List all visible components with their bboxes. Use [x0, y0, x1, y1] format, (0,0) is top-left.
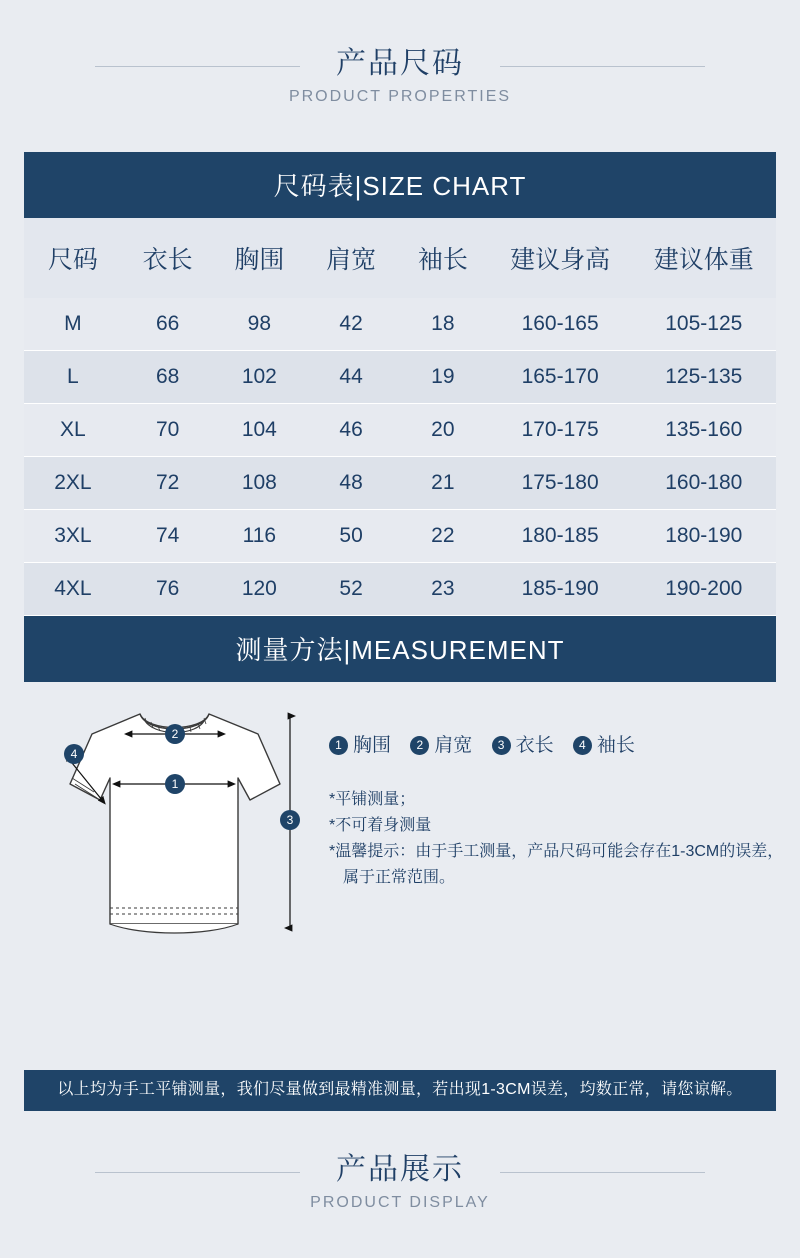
cell-length: 70 [122, 404, 214, 457]
cell-shoulder: 42 [305, 298, 397, 351]
column-header-length: 衣长 [122, 218, 214, 298]
svg-text:2: 2 [171, 727, 179, 741]
cell-weight: 180-190 [632, 510, 776, 563]
heading-rule-left [95, 66, 300, 67]
cell-length: 72 [122, 457, 214, 510]
cell-weight: 105-125 [632, 298, 776, 351]
table-row [24, 563, 776, 616]
size-chart-bar-title: 尺码表|SIZE CHART [24, 152, 776, 218]
cell-size: L [24, 351, 122, 404]
cell-sleeve: 22 [397, 510, 489, 563]
cell-length: 74 [122, 510, 214, 563]
display-title-cn: 产品展示 [336, 1153, 464, 1186]
heading-rule-right [500, 66, 705, 67]
page-title-cn: 产品尺码 [336, 47, 464, 80]
cell-shoulder: 44 [305, 351, 397, 404]
legend-label-length: 衣长 [515, 735, 554, 756]
cell-sleeve: 19 [397, 351, 489, 404]
cell-bust: 104 [213, 404, 305, 457]
svg-text:4: 4 [70, 747, 78, 761]
display-rule-left [95, 1172, 300, 1173]
cell-size: 4XL [24, 563, 122, 616]
column-header-bust: 胸围 [213, 218, 305, 298]
diagram-marker-2 [165, 724, 185, 744]
legend-badge-2: 2 [410, 736, 429, 755]
column-header-shoulder: 肩宽 [305, 218, 397, 298]
product-properties-heading [0, 44, 800, 110]
legend-badge-3: 3 [492, 736, 511, 755]
table-row [24, 298, 776, 351]
legend-item-sleeve [573, 735, 635, 756]
size-chart-section [24, 152, 776, 682]
measurement-legend [329, 732, 779, 760]
legend-item-shoulder [410, 735, 477, 756]
measurement-section [24, 682, 784, 987]
tshirt-diagram [32, 692, 322, 957]
cell-shoulder: 52 [305, 563, 397, 616]
cell-height: 175-180 [489, 457, 632, 510]
cell-bust: 120 [213, 563, 305, 616]
legend-badge-1: 1 [329, 736, 348, 755]
legend-item-length [492, 735, 559, 756]
size-chart-table [24, 218, 776, 616]
table-row [24, 510, 776, 563]
cell-shoulder: 46 [305, 404, 397, 457]
cell-size: M [24, 298, 122, 351]
cell-bust: 108 [213, 457, 305, 510]
display-rule-right [500, 1172, 705, 1173]
cell-sleeve: 18 [397, 298, 489, 351]
cell-sleeve: 20 [397, 404, 489, 457]
cell-bust: 116 [213, 510, 305, 563]
svg-text:3: 3 [286, 813, 294, 827]
diagram-marker-4 [64, 744, 84, 764]
table-row [24, 404, 776, 457]
svg-text:1: 1 [171, 777, 179, 791]
cell-height: 160-165 [489, 298, 632, 351]
legend-badge-4: 4 [573, 736, 592, 755]
legend-label-shoulder: 肩宽 [434, 735, 473, 756]
cell-weight: 135-160 [632, 404, 776, 457]
note-tolerance: *温馨提示：由于手工测量，产品尺码可能会存在1-3CM的误差， [329, 843, 784, 860]
column-header-sleeve: 袖长 [397, 218, 489, 298]
cell-sleeve: 23 [397, 563, 489, 616]
cell-length: 76 [122, 563, 214, 616]
cell-shoulder: 48 [305, 457, 397, 510]
note-flat-measure: *平铺测量； [329, 791, 416, 808]
column-header-size: 尺码 [24, 218, 122, 298]
legend-label-bust: 胸围 [353, 735, 392, 756]
cell-weight: 125-135 [632, 351, 776, 404]
measurement-notes [329, 787, 799, 891]
cell-bust: 102 [213, 351, 305, 404]
legend-label-sleeve: 袖长 [596, 735, 635, 756]
cell-size: 2XL [24, 457, 122, 510]
table-row [24, 351, 776, 404]
cell-size: 3XL [24, 510, 122, 563]
product-display-heading [0, 1150, 800, 1216]
note-not-worn: *不可着身测量 [329, 817, 432, 834]
cell-height: 180-185 [489, 510, 632, 563]
cell-height: 185-190 [489, 563, 632, 616]
column-header-height: 建议身高 [489, 218, 632, 298]
legend-item-bust [329, 735, 396, 756]
measurement-bar-title: 测量方法|MEASUREMENT [24, 616, 776, 682]
diagram-marker-1 [165, 774, 185, 794]
cell-size: XL [24, 404, 122, 457]
cell-height: 170-175 [489, 404, 632, 457]
cell-bust: 98 [213, 298, 305, 351]
cell-length: 68 [122, 351, 214, 404]
cell-shoulder: 50 [305, 510, 397, 563]
cell-length: 66 [122, 298, 214, 351]
note-tolerance-cont: 属于正常范围。 [343, 869, 456, 886]
page-title-en: PRODUCT PROPERTIES [288, 88, 512, 105]
measurement-disclaimer-banner: 以上均为手工平铺测量，我们尽量做到最精准测量，若出现1-3CM误差，均数正常，请您谅解。 [24, 1070, 776, 1111]
cell-sleeve: 21 [397, 457, 489, 510]
column-header-weight: 建议体重 [632, 218, 776, 298]
table-row [24, 457, 776, 510]
display-title-en: PRODUCT DISPLAY [310, 1194, 490, 1211]
diagram-marker-3 [280, 810, 300, 830]
cell-weight: 190-200 [632, 563, 776, 616]
cell-height: 165-170 [489, 351, 632, 404]
cell-weight: 160-180 [632, 457, 776, 510]
size-chart-header-row [24, 218, 776, 298]
